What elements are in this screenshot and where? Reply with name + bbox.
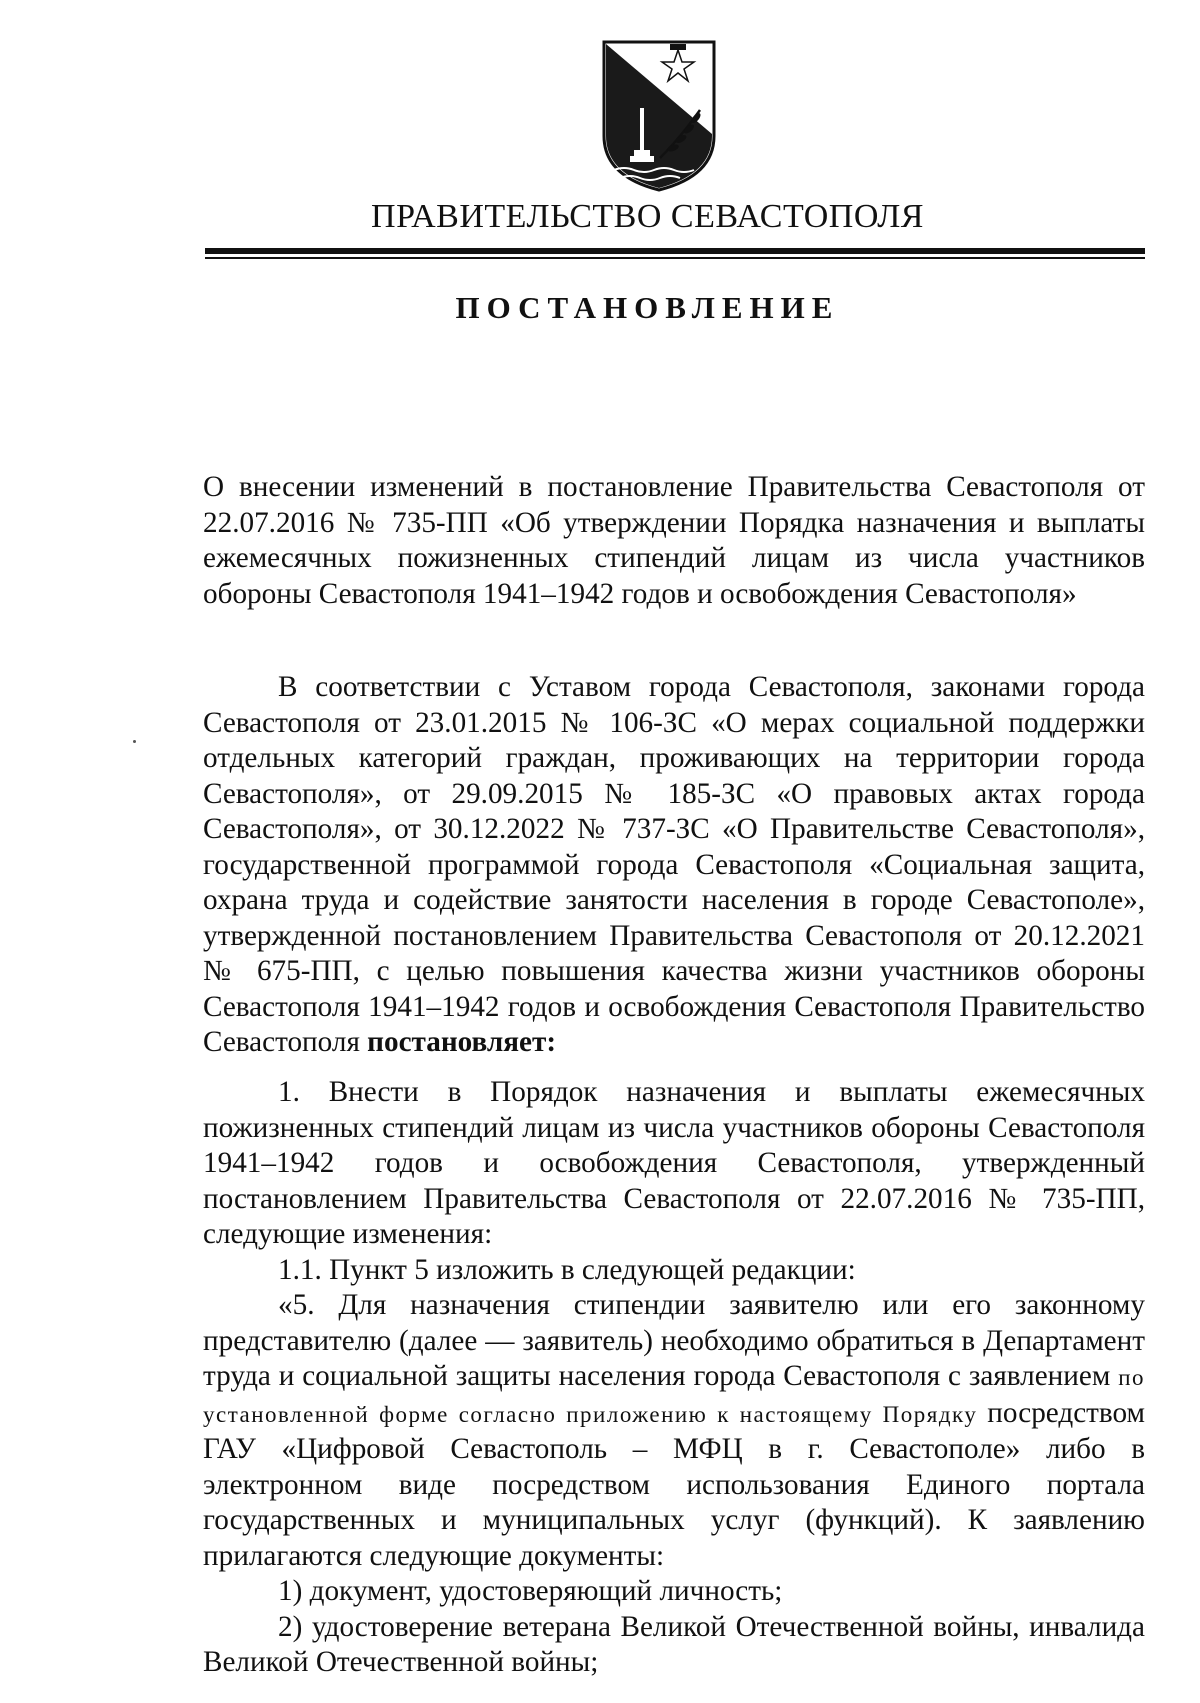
preamble-text: В соответствии с Уставом города Севастополя, законами города Севастополя от 23.01.2015 № 106-ЗС «О мерах социальной поддержки отдельных категорий граждан, проживающих на территории города Севастополя», от 29.09.2015 № 185-ЗС «О правовых актах города Севастополя», от 30.12.2022 № 737-ЗС «О Правительстве Севастополя», государственной программой города Севастополя «Социальная защита, охрана труда и содействие занятости населения в городе Севастополе», утвержденной постановлением Правительства Севастополя от 20.12.2021 № 675-ПП, с целью повышения качества жизни участников обороны Севастополя 1941–1942 годов и освобождения Севастополя Правительство Севастополя [203,671,1145,1058]
item-5-text-part2: посредством ГАУ «Цифровой Севастополь – МФЦ в г. Севастополе» либо в электронном виде посредством использования Единого портала государственных и муниципальных услуг (функций). К заявлению прилагаются следующие документы: [203,1396,1146,1572]
document-list-item-2: 2) удостоверение ветерана Великой Отечественной войны, инвалида Великой Отечественной войны; [203,1610,1145,1678]
item-5 [203,1288,1145,1574]
header-divider-thin [205,257,1145,259]
document-list-item-1: 1) документ, удостоверяющий личность; [278,1575,783,1607]
preamble-emphasis: постановляет: [367,1026,557,1058]
preamble-paragraph [203,670,1145,1061]
sevastopol-coat-of-arms-icon [600,38,718,193]
item-1-1: 1.1. Пункт 5 изложить в следующей редакции: [278,1253,856,1286]
government-name: ПРАВИТЕЛЬСТВО СЕВАСТОПОЛЯ [371,198,924,235]
subject-text: О внесении изменений в постановление Правительства Севастополя от 22.07.2016 № 735-ПП «Об утверждении Порядка назначения и выплаты ежемесячных пожизненных стипендий лицам из числа участников обороны Севастополя 1941–1942 годов и освобождения Севастополя» [203,471,1145,610]
header-divider-thick [205,248,1145,254]
document-preamble [203,670,1145,1061]
item-1: 1. Внести в Порядок назначения и выплаты ежемесячных пожизненных стипендий лицам из числа участников обороны Севастополя 1941–1942 годов и освобождения Севастополя, утвержденный постановлением Правительства Севастополя от 22.07.2016 № 735-ПП, следующие изменения: [203,1076,1145,1250]
document-type-title: ПОСТАНОВЛЕНИЕ [455,290,840,325]
item-5-text-small: по установленной форме согласно приложению к настоящему Порядку [203,1365,1145,1427]
scan-speck [133,740,136,743]
item-5-text-part1: «5. Для назначения стипендии заявителю или его законному представителю (далее — заявитель) необходимо обратиться в Департамент труда и социальной защиты населения города Севастополя с заявлением [203,1289,1145,1392]
document-items [203,1075,1145,1681]
document-subject [203,470,1145,612]
